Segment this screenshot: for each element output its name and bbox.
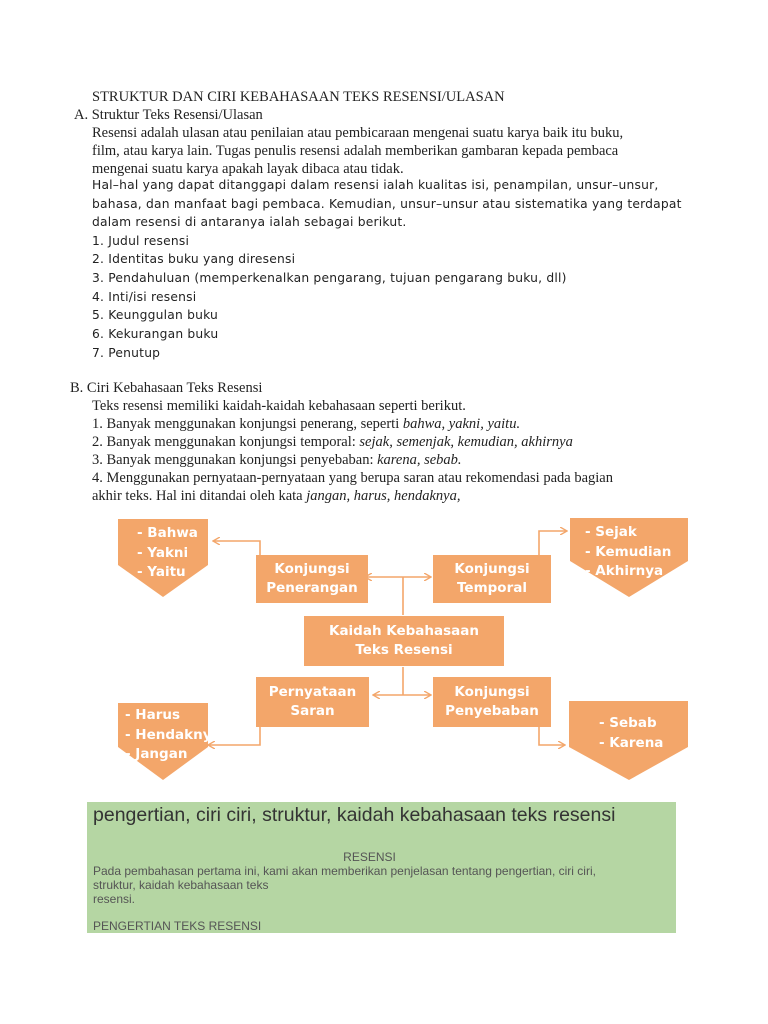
green-panel-body-line3: resensi. — [93, 892, 136, 906]
section-b-heading: B. Ciri Kebahasaan Teks Resensi — [70, 380, 263, 396]
structure-list-item: 7. Penutup — [92, 346, 161, 360]
structure-list-item: 6. Kekurangan buku — [92, 327, 219, 341]
box-pernyataan-saran: Pernyataan Saran — [256, 677, 369, 727]
chevron-bottom-left-text: - Harus - Hendaknya - Jangan — [125, 707, 221, 762]
section-b-item-1: 1. Banyak menggunakan konjungsi penerang, seperti bahwa, yakni, yaitu. — [92, 416, 521, 432]
chevron-top-right-text: - Sejak - Kemudian - Akhirnya — [585, 524, 672, 579]
section-a-para2-line1: Hal–hal yang dapat ditanggapi dalam resensi ialah kualitas isi, penampilan, unsur–unsur, — [92, 178, 659, 192]
section-b-intro: Teks resensi memiliki kaidah-kaidah kebahasaan seperti berikut. — [92, 398, 466, 414]
structure-list-item: 3. Pendahuluan (memperkenalkan pengarang, tujuan pengarang buku, dll) — [92, 271, 567, 285]
section-b-item-4-line2: akhir teks. Hal ini ditandai oleh kata jangan, harus, hendaknya, — [92, 488, 461, 504]
green-panel-subheading: RESENSI — [343, 850, 396, 864]
elbow-arrow-bottom-right — [539, 727, 564, 745]
section-a-para2-line2: bahasa, dan manfaat bagi pembaca. Kemudian, unsur–unsur atau sistematika yang terdapat — [92, 197, 682, 211]
box-konjungsi-temporal: Konjungsi Temporal — [433, 555, 551, 603]
structure-list-item: 4. Inti/isi resensi — [92, 290, 197, 304]
document-title: STRUKTUR DAN CIRI KEBAHASAAN TEKS RESENSI/ULASAN — [92, 89, 505, 105]
green-panel-body-line2: struktur, kaidah kebahasaan teks — [93, 878, 269, 892]
green-panel-section: PENGERTIAN TEKS RESENSI — [93, 919, 262, 933]
structure-list-item: 2. Identitas buku yang diresensi — [92, 252, 296, 266]
green-panel-title: pengertian, ciri ciri, struktur, kaidah kebahasaan teks resensi — [93, 804, 616, 826]
section-a-heading: A. Struktur Teks Resensi/Ulasan — [74, 107, 263, 123]
section-b-item-3: 3. Banyak menggunakan konjungsi penyebaban: karena, sebab. — [92, 452, 462, 468]
section-b-item-4-line1: 4. Menggunakan pernyataan-pernyataan yang berupa saran atau rekomendasi pada bagian — [92, 470, 613, 486]
chevron-top-left-text: - Bahwa - Yakni - Yaitu — [137, 525, 198, 580]
box-konjungsi-penyebaban: Konjungsi Penyebaban — [433, 677, 551, 727]
section-a-para1-line1: Resensi adalah ulasan atau penilaian atau pembicaraan mengenai suatu karya baik itu buku, — [92, 125, 624, 141]
green-summary-panel — [87, 802, 676, 933]
section-a-para1-line2: film, atau karya lain. Tugas penulis resensi adalah memberikan gambaran kepada pembaca — [92, 143, 619, 159]
section-b-item-2: 2. Banyak menggunakan konjungsi temporal: sejak, semenjak, kemudian, akhirnya — [92, 434, 573, 450]
kaidah-kebahasaan-diagram — [113, 515, 693, 785]
structure-list-item: 1. Judul resensi — [92, 234, 190, 248]
section-a-para1-line3: mengenai suatu karya apakah layak dibaca atau tidak. — [92, 161, 404, 177]
structure-list-item: 5. Keunggulan buku — [92, 308, 219, 322]
green-panel-body-line1: Pada pembahasan pertama ini, kami akan memberikan penjelasan tentang pengertian, ciri ciri, — [93, 864, 596, 878]
box-kaidah-kebahasaan-center: Kaidah Kebahasaan Teks Resensi — [304, 616, 504, 666]
elbow-arrow-top-left — [214, 541, 260, 565]
chevron-bottom-right-text: - Sebab - Karena — [599, 715, 664, 751]
section-a-para2-line3: dalam resensi di antaranya ialah sebagai berikut. — [92, 215, 407, 229]
box-konjungsi-penerangan: Konjungsi Penerangan — [256, 555, 368, 603]
